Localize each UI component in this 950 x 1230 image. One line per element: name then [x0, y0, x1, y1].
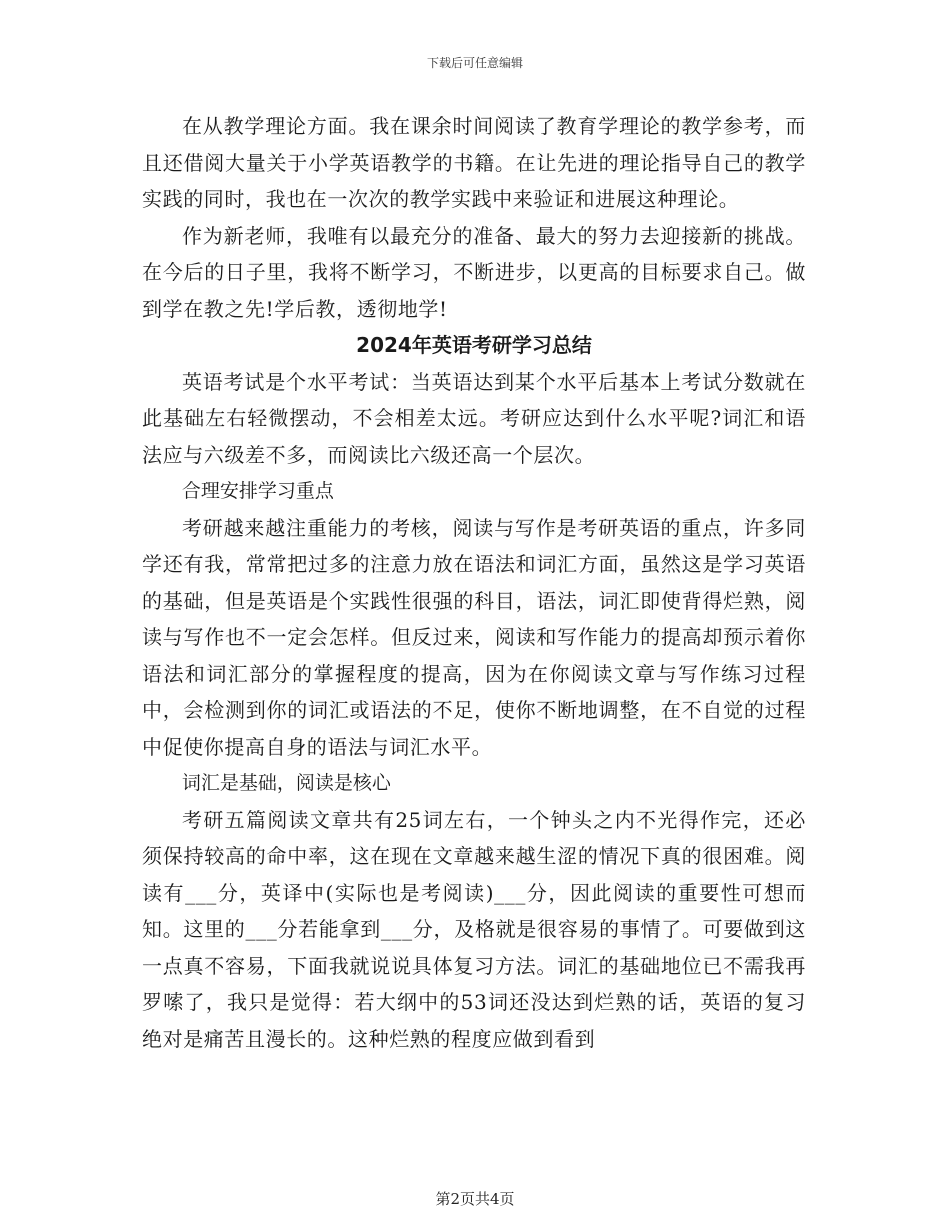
paragraph-reading-articles: 考研五篇阅读文章共有25词左右，一个钟头之内不光得作完，还必须保持较高的命中率，这在现在文章越来越生涩的情况下真的很困难。阅读有___分，英译中(实际也是考阅读)___分，因此阅读的重要性可想而知。这里的___分若能拿到___分，及格就是很容易的事情了。可要做到这一点真不容易，下面我就说说具体复习方法。词汇的基础地位已不需我再罗嗦了，我只是觉得：若大纲中的53词还没达到烂熟的话，英语的复习绝对是痛苦且漫长的。这种烂熟的程度应做到看到: [142, 807, 806, 1051]
page-footer: 第2页共4页: [435, 1190, 515, 1208]
paragraph-exam-level: 英语考试是个水平考试：当英语达到某个水平后基本上考试分数就在此基础左右轻微摆动，不会相差太远。考研应达到什么水平呢?词汇和语法应与六级差不多，而阅读比六级还高一个层次。: [142, 369, 806, 467]
page-header: 下载后可任意编辑: [426, 56, 523, 70]
paragraph-new-teacher: 作为新老师，我唯有以最充分的准备、最大的努力去迎接新的挑战。在今后的日子里，我将不断学习，不断进步，以更高的目标要求自己。做到学在教之先!学后教，透彻地学!: [142, 223, 806, 321]
paragraph-reading-writing: 考研越来越注重能力的考核，阅读与写作是考研英语的重点，许多同学还有我，常常把过多的注意力放在语法和词汇方面，虽然这是学习英语的基础，但是英语是个实践性很强的科目，语法，词汇即使背得烂熟，阅读与写作也不一定会怎样。但反过来，阅读和写作能力的提高却预示着你语法和词汇部分的掌握程度的提高，因为在你阅读文章与写作练习过程中，会检测到你的词汇或语法的不足，使你不断地调整，在不自觉的过程中促使你提高自身的语法与词汇水平。: [142, 515, 806, 759]
document-body: [142, 108, 806, 1057]
paragraph-teaching-theory: 在从教学理论方面。我在课余时间阅读了教育学理论的教学参考，而且还借阅大量关于小学英语教学的书籍。在让先进的理论指导自己的教学实践的同时，我也在一次次的教学实践中来验证和进展这种理论。: [142, 114, 806, 211]
subheading-study-focus: 合理安排学习重点: [181, 480, 334, 502]
section-title: 2024年英语考研学习总结: [356, 333, 592, 357]
subheading-vocabulary: 词汇是基础，阅读是核心: [181, 772, 391, 794]
